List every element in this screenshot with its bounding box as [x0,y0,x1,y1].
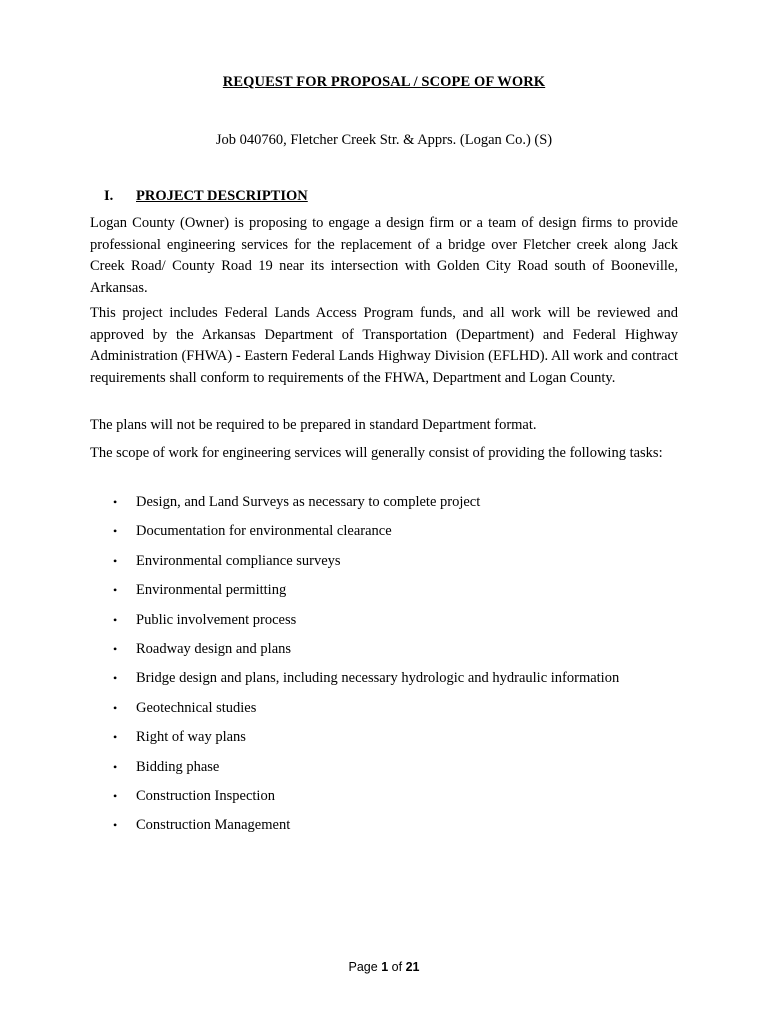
paragraph-plans-format: The plans will not be required to be prepared in standard Department format. [90,417,537,433]
list-item [0,580,768,609]
task-list [0,492,768,845]
section-title: PROJECT DESCRIPTION [136,188,308,204]
task-label: Documentation for environmental clearance [136,523,392,540]
bullet-icon: • [113,700,118,715]
page-footer [0,960,768,974]
of-word: of [391,960,403,974]
list-item [0,610,768,639]
list-item [0,815,768,844]
task-label: Geotechnical studies [136,699,257,716]
bullet-icon: • [113,583,118,598]
bullet-icon: • [113,524,118,539]
bullet-icon: • [113,730,118,745]
list-item [0,786,768,815]
current-page-number: 1 [381,960,389,974]
task-label: Construction Inspection [136,787,275,804]
paragraph-scope-intro: The scope of work for engineering services will generally consist of providing the following tasks: [90,445,663,461]
list-item [0,757,768,786]
paragraph-funding-review: This project includes Federal Lands Access Program funds, and all work will be reviewed and approved by the Arkansas Department of Transportation (Department) and Federal Highway Administration (FHWA) - Eastern Federal Lands Highway Division (EFLHD). All work and contract requirements shall conform to requirements of the FHWA, Department and Logan County. [90,305,678,386]
task-label: Environmental compliance surveys [136,552,341,569]
section-heading [104,188,308,205]
bullet-icon: • [113,818,118,833]
list-item [0,698,768,727]
list-item [0,639,768,668]
task-label: Bidding phase [136,758,220,775]
bullet-icon: • [113,495,118,509]
list-item [0,521,768,550]
page-word: Page [348,960,378,974]
bullet-icon: • [113,553,118,568]
list-item [0,492,768,521]
bullet-icon: • [113,759,118,774]
task-label: Bridge design and plans, including necessary hydrologic and hydraulic information [136,670,620,687]
bullet-icon: • [113,641,118,656]
section-number: I. [104,188,114,204]
task-label: Design, and Land Surveys as necessary to complete project [136,494,481,510]
list-item [0,668,768,697]
task-label: Public involvement process [136,611,297,628]
task-label: Construction Management [136,817,291,834]
bullet-icon: • [113,612,118,627]
total-pages-number: 21 [405,960,420,974]
bullet-icon: • [113,788,118,803]
task-label: Right of way plans [136,729,246,746]
job-line: Job 040760, Fletcher Creek Str. & Apprs. (Logan Co.) (S) [215,132,553,148]
paragraph-project-overview: Logan County (Owner) is proposing to engage a design firm or a team of design firms to provide professional engineering services for the replacement of a bridge over Fletcher creek along Jack Creek Road/ County Road 19 near its intersection with Golden City Road south of Booneville, Arkansas. [90,215,678,296]
list-item [0,551,768,580]
task-label: Roadway design and plans [136,640,292,657]
document-title: REQUEST FOR PROPOSAL / SCOPE OF WORK [222,74,546,90]
task-label: Environmental permitting [136,582,287,599]
bullet-icon: • [113,671,118,686]
list-item [0,727,768,756]
